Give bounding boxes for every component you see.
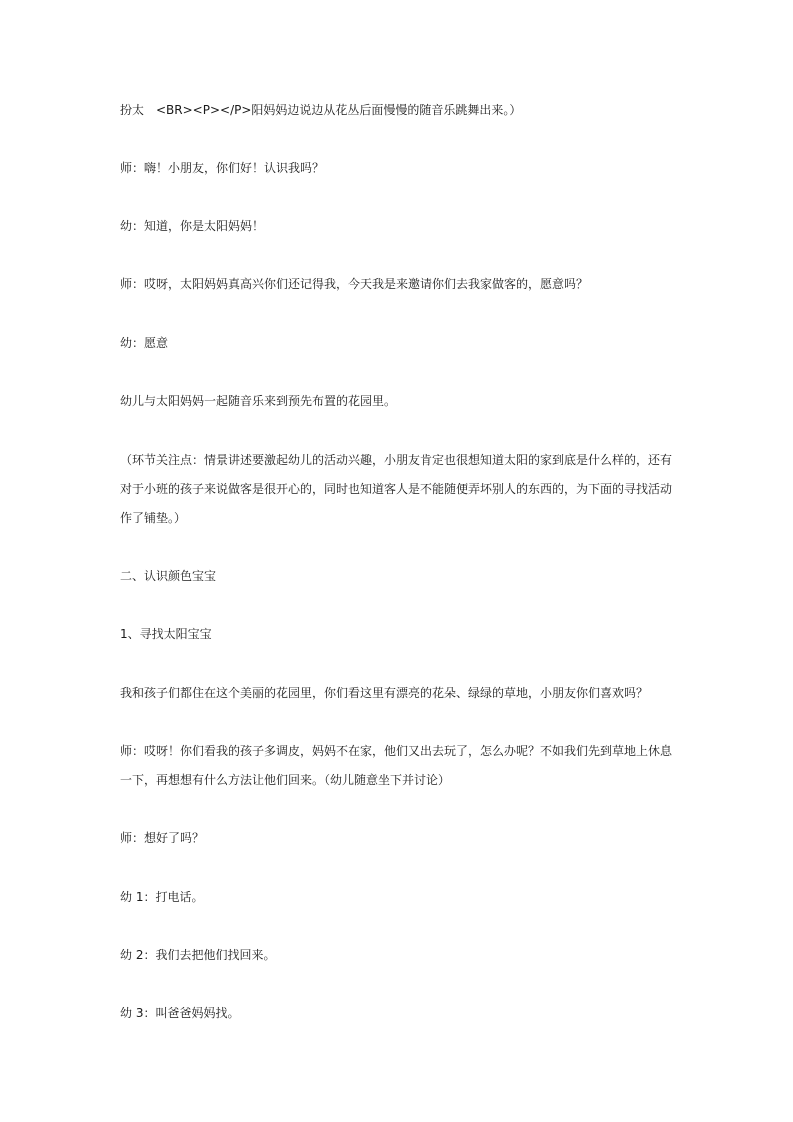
paragraph-garden-description: 我和孩子们都住在这个美丽的花园里，你们看这里有漂亮的花朵、绿绿的草地，小朋友你们喜欢吗？ xyxy=(120,686,649,700)
paragraph-teacher-naughty: 师：哎呀！你们看我的孩子多调皮，妈妈不在家，他们又出去玩了，怎么办呢？不如我们先到草地上休息一下，再想想有什么方法让他们回来。（幼儿随意坐下并讨论） xyxy=(120,744,673,787)
paragraph-teacher-ready: 师：想好了吗？ xyxy=(120,831,205,845)
paragraph-stage-direction: 扮太 <BR><P></P>阳妈妈边说边从花丛后面慢慢的随音乐跳舞出来。） xyxy=(120,103,522,117)
paragraph-child-2: 幼 2：我们去把他们找回来。 xyxy=(120,948,276,962)
paragraph-child-3: 幼 3：叫爸爸妈妈找。 xyxy=(120,1006,240,1020)
paragraph-focus-note: （环节关注点：情景讲述要激起幼儿的活动兴趣，小朋友肯定也很想知道太阳的家到底是什么样的，还有对于小班的孩子来说做客是很开心的，同时也知道客人是不能随便弄坏别人的东西的，为下面的寻找活动作了铺垫。） xyxy=(120,453,673,525)
paragraph-child-1: 幼 1：打电话。 xyxy=(120,890,204,904)
paragraph-child-reply: 幼：知道，你是太阳妈妈！ xyxy=(120,219,265,233)
paragraph-teacher-invitation: 师：哎呀，太阳妈妈真高兴你们还记得我，今天我是来邀请你们去我家做客的，愿意吗？ xyxy=(120,277,589,291)
paragraph-garden-entry: 幼儿与太阳妈妈一起随音乐来到预先布置的花园里。 xyxy=(120,394,397,408)
section-heading-colors: 二、认识颜色宝宝 xyxy=(120,569,217,583)
paragraph-teacher-greeting: 师：嗨！小朋友，你们好！认识我吗？ xyxy=(120,161,325,175)
paragraph-child-willing: 幼：愿意 xyxy=(120,336,169,350)
subsection-heading-find-sun: 1、寻找太阳宝宝 xyxy=(120,627,212,641)
